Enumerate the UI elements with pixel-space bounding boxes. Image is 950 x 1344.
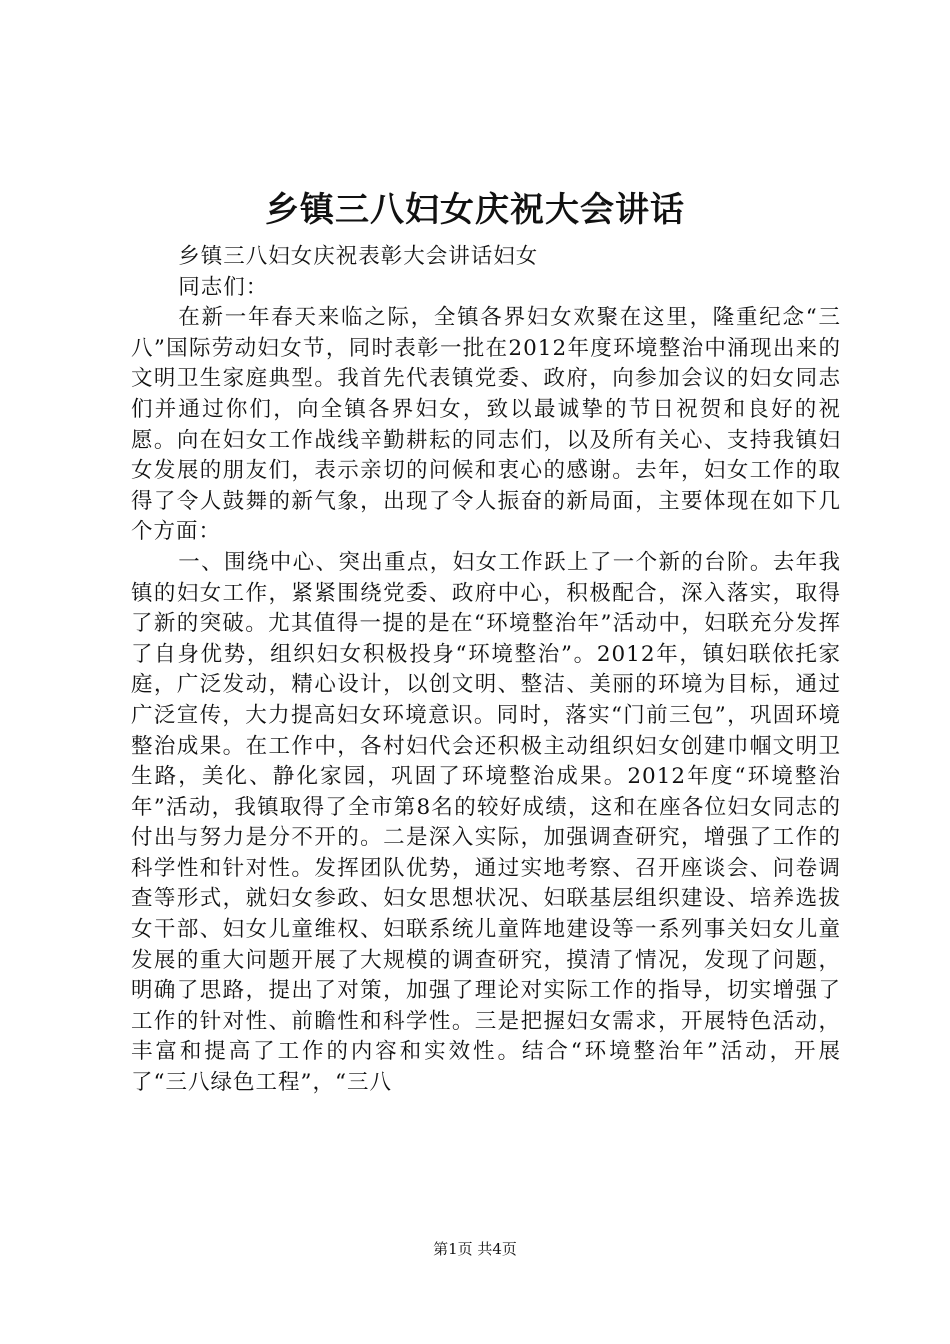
document-body xyxy=(131,242,841,1099)
subtitle-line: 乡镇三八妇女庆祝表彰大会讲话妇女 xyxy=(178,244,539,269)
document-title: 乡镇三八妇女庆祝大会讲话 xyxy=(265,190,685,230)
page-footer: 第1页 共4页 xyxy=(433,1240,517,1258)
paragraph-section-one: 一、围绕中心、突出重点，妇女工作跃上了一个新的台阶。去年我镇的妇女工作，紧紧围绕党委、政府中心，积极配合，深入落实，取得了新的突破。尤其值得一提的是在“环境整治年”活动中，妇联充分发挥了自身优势，组织妇女积极投身“环境整治”。2012年，镇妇联依托家庭，广泛发动，精心设计，以创文明、整洁、美丽的环境为目标，通过广泛宣传，大力提高妇女环境意识。同时，落实“门前三包”，巩固环境整治成果。在工作中，各村妇代会还积极主动组织妇女创建巾帼文明卫生路，美化、静化家园，巩固了环境整治成果。2012年度“环境整治年”活动，我镇取得了全市第8名的较好成绩，这和在座各位妇女同志的付出与努力是分不开的。二是深入实际，加强调查研究，增强了工作的科学性和针对性。发挥团队优势，通过实地考察、召开座谈会、问卷调查等形式，就妇女参政、妇女思想状况、妇联基层组织建设、培养选拔女干部、妇女儿童维权、妇联系统儿童阵地建设等一系列事关妇女儿童发展的重大问题开展了大规模的调查研究，摸清了情况，发现了问题，明确了思路，提出了对策，加强了理论对实际工作的指导，切实增强了工作的针对性、前瞻性和科学性。三是把握妇女需求，开展特色活动，丰富和提高了工作的内容和实效性。结合“环境整治年”活动，开展了“三八绿色工程”，“三八 xyxy=(131,549,841,1096)
salutation: 同志们： xyxy=(178,274,269,300)
paragraph-intro: 在新一年春天来临之际，全镇各界妇女欢聚在这里，隆重纪念“三八”国际劳动妇女节，同时表彰一批在2012年度环境整治中涌现出来的文明卫生家庭典型。我首先代表镇党委、政府，向参加会议的妇女同志们并通过你们，向全镇各界妇女，致以最诚挚的节日祝贺和良好的祝愿。向在妇女工作战线辛勤耕耘的同志们，以及所有关心、支持我镇妇女发展的朋友们，表示亲切的问候和衷心的感谢。去年，妇女工作的取得了令人鼓舞的新气象，出现了令人振奋的新局面，主要体现在如下几个方面： xyxy=(131,305,841,545)
